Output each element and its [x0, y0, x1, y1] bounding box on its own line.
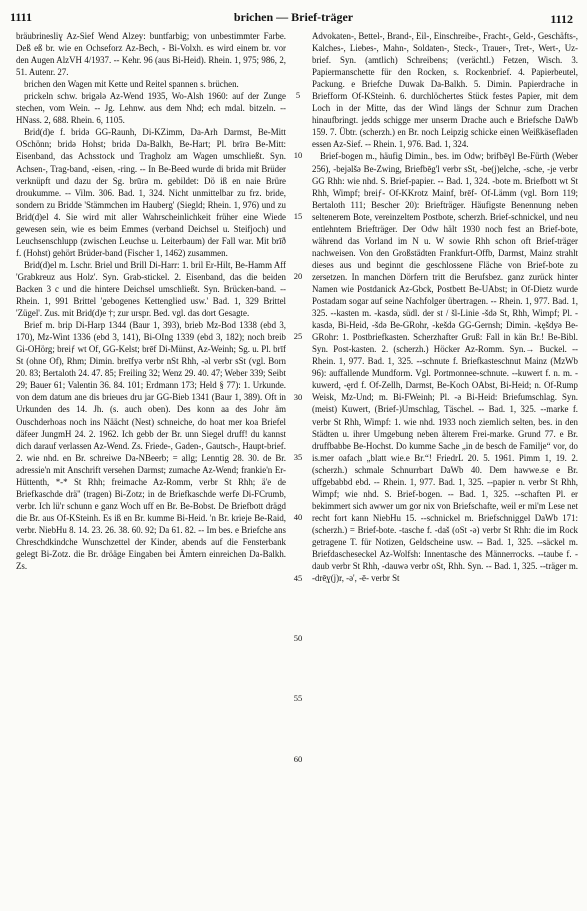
line-number: 55: [293, 693, 303, 703]
entry-brief: Brief m. brip Di-Harp 1344 (Baur 1, 393), brieb Mz-Bod 1338 (ebd 3, 170), Mz-Wint 1336 (ebd 3, 141), Bi-OIng 1339 (ebd 3, 182); noch breib Gi-OHörg; breiƒ wt Of, GG-Kelst; brēf Di-Münst, Az-Weinh; Sg. u. Pl. brīf St (ohne Of), Rhm; Dimin. breīfyə verbr nSt Rhh, -əl verbr sSt (vgl. Born 20. 83; Bertaloth 24. 47. 85; Freiling 32; Wenz 29. 40. 47; Weber 339; Seibt 29; Bauer 61; Valentin 36. 84. 101; Erdmann 173; Held § 77): 1. Urkunde. von dem datum ane dis brieues dru jar GG-Bieb 1341 (Baur 1, 389). Oft in Urkunden des 14. Jh. (s. auch oben). Des konn aa des Johr äm Ouschderhoas noch ins Näächt (Nest) schneiche, do hoat mer koa Briefel däfeer JungmH 24. 2. 1962. Ich gebb der Br. unn Siegel druff! du kannst dich darauf verlassen Az-Wend. Zs. Friede-, Gaden-, Gautsch-, Haupt-brief. 2. wie nhd. en Br. schreiwe Da-NBeerb; = allg; Lenntig 28. 30. de Br. adressie'n mit Anschrift versehen Darmst; zumache Az-Wend; frankie'n Er-Hüttenth, *-* St Rhh; freimache Az-Romm, verbr St Rhh; ä'e de Briefkaschde drä'' (tragen) Bi-Zotz; in de Briefkaschde werfe Di-FCrumb, verbr. Ich lü'r schunn e ganz Woch uff en Br. Be-Bobst. De Briefbott drägd die Br. aus Of-KSteinh. Es iß en Br. kumme Bi-Heid. 'n Br. krieje Be-Raid, verbr. NiebHu 8. 14. 23. 26. 38. 60. 92; Da 61. 82. -- Im bes. e Briefche ans Chreschdkindche Wunschzettel der Kinder, abends auf die Fensterbank gelegt Bi-Zotz. die Br. dröäge Eingaben bei Ämtern einreichen Da-Balkh. Zs.: [16, 320, 286, 572]
line-number: 20: [293, 271, 303, 281]
line-number: 50: [293, 633, 303, 643]
line-number: 45: [293, 573, 303, 583]
line-number: 60: [293, 754, 303, 764]
line-number: 40: [293, 512, 303, 522]
left-column: [16, 30, 286, 905]
entry-braubrinesli: bräubrinesliɣ Az-Sief Wend Alzey: buntfarbig; von unbestimmter Farbe. Deß eß br. wie en Ochseforz Az-Bech, - Bi-Volxh. es wird einem br. vor den Augen AlzVH 4/1937. -- Kehr. 96 (aus Bi-Heid). Rhein. 1, 975; 986, 2, 51. Autenr. 27.: [16, 31, 286, 78]
line-number: 35: [293, 452, 303, 462]
entry-bridde: Brid(d)e f. bridə GG-Raunh, Di-KZimm, Da-Arh Darmst, Be-Mitt OSchönn; bridə Hohst; bridə Da-Balkh, Be-Hart; Pl. brīrə Be-Mitt: Eisenband, das Achsstock und Tragholz am Wagen umschließt. Syn. Achsen-, Trag-band, -eisen, -ring. -- In Be-Beed wurde di bridə mit Brüder verknüpft und dazu der Sg. brūrə m. gebildet: Dö iß en naie Brüre droukumme. -- Vilm. 306. Bad. 1, 324. Nicht unmittelbar zu frz. bride, sondern zu Bridde 'Stämmchen im Hauberg' (Siegld; Rhein. 1, 976) und zu Brid(d)el 4. Sie wird mit aller Wahrscheinlichkeit früher eine Wiede gewesen sein, wie es beim Emmes (verband Deichsel u. Steifjoch) und Leuchsenschlupp (zwischen Leuchse u. Leiterbaum) der Fall war. Mit brīð f. (Hohst) gehört Brüder-band (Fischer 1, 1462) zusammen.: [16, 127, 286, 258]
running-head: brichen — Brief-träger: [233, 10, 354, 24]
page-number-left: 1111: [10, 10, 33, 24]
page-number-right: 1112: [550, 12, 573, 26]
entry-brief-continued: Advokaten-, Bettel-, Brand-, Eil-, Einschreibe-, Fracht-, Geld-, Geschäfts-, Kalches-, Liebes-, Mahn-, Soldaten-, Steck-, Trauer-, Tret-, Wert-, Uz-brief. Syn. (amtlich) Schreibens; (verächtl.) Fetzen, Wisch. 3. Papiermanschette für den Rocken, s. Rockenbrief. 4. Papierbeutel, Packung. e Briefche Duwak Da-Balkh. 5. Dimin. Papierdrache in Briefform Of-KSteinh. 6. durchlöchertes Stück festes Papier, mit dem Loch in der Mitte, das der Wind längs der Schnur zum Drachen hinaufbringt. jedds schigge mer unserm Drache auch e Briefsche DaWb 159. 7. Übtr. (scherzh.) en Br. noch Leipzig schicke einen Weißkäsefladen essen Az-Sief. -- Rhein. 1, 976. Bad. 1, 324.: [312, 31, 578, 150]
line-number: 25: [293, 331, 303, 341]
line-number: 15: [293, 211, 303, 221]
right-column: [312, 30, 578, 905]
line-number: 5: [295, 90, 301, 100]
line-number: 10: [293, 150, 303, 160]
entry-prickeln: prickeln schw. brigələ Az-Wend 1935, Wo-Alsh 1960: auf der Zunge stechen, vom Wein. -- Jg. Lehnw. aus dem Nhd; ech mdal. bitzeln. -- HNass. 2, 688. Rhein. 6, 1105.: [16, 91, 286, 126]
line-number: 30: [293, 392, 303, 402]
entry-brichen: brichen den Wagen mit Kette und Reitel spannen s. brüchen.: [24, 79, 239, 90]
entry-briddel: Brid(d)el m. Lschr. Briel und Brill Di-Harr: 1. bril Er-Hilt, Be-Hamm Aff 'Grabkreuz aus Holz'. Syn. Grab-stickel. 2. Eisenband, das die beiden Backen 3 c und die hintere Deichsel umschließt. Syn. Brücken-band. -- Rhein. 1, 991 Brittel 'gebogenes Kettenglied usw.' Bad. 1, 329 Brittel 'Zügel'. Zus. mit Brid(d)e †; zur urspr. Bed. vgl. das dort Gesagte.: [16, 259, 286, 319]
entry-brief-bogen: Brief-bogen m., häufig Dimin., bes. im Odw; brifbēɣl Be-Fürth (Weber 256), -bejəlšə Be-Zwing, Briefbēg'l verbr sSt, -be(j)elche, -sche, -je verbr GG Rhh: wie nhd. S. Brief-papier. -- Bad. 1, 324. -bote m. Briefbott wt St Rhh, Wimpf; breiƒ- Of-KKrotz Mainf, brēf- Of-Lämm (vgl. Born 119; Bertaloth 111; Bescher 20): Briefträger. Häufigste Benennung neben seltenerem Bote, vereinzeltem Postbote, scherzh. Brief-schnickel, und neu entlehntem Briefträger. Der Odw hält 1930 noch fest an Brief-bote, während das Vorland im N u. W sowie Rhh schon oft Brief-träger nachweisen. Von den Großstädten Frankfurt-Offb, Darmst, Mainz strahlt dieses aus und beginnt die geschlossene Fläche von Brief-bote zu zersetzen. In manchen Dörfern tritt die Berufsbez. ganz zurück hinter Namen wie Postdanick Az-Gbck, Postbett Be-UAbst; in Of-Dietz wurde Postadam sogar auf seine Nachfolger übertragen. -- Rhein. 1, 977. Bad. 1, 325. --kasten m. -kasdə, südl. der st / šl-Linie -šdə St, Rhh, Wimpf; Pl. -kasdə, Bi-Heid, -šdə Be-GRohr, -kešdə GG-Gernsh; Dimin. -kęšdyə Be-GRohr: 1. Postbriefkasten. Scherzhafter Gruß: Fall in kän Br.! Be-Bibl. Syn. Post-kasten. 2. (scherzh.) Höcker Az-Romm. Syn.→ Buckel. -- Rhein. 1, 977. Bad. 1, 325. --schnute f. Briefkasteschnut Mainz (MzWb 96): auffallende Mundform. Vgl. Portmonnee-schnute. --kuwert f. n. m. -kuwerd, -ęrd f. Of-Zellh, Darmst, Be-Koch OAbst, Bi-Heid; n. Of-Rump Weisk, Mz-Und; m. Bi-FWeinh; Pl. -ə Bi-Heid: Briefumschlag. Syn. (meist) Kuwert, (Brief-)Umschlag, Täschel. -- Bad. 1, 325. --marke f. verbr St Rhh, Wimpf: 1. wie nhd. 1933 noch ziemlich selten, bes. in den Städten u. ihrer Umgebung neben älterem Frei-marke. Grund 77. e Br. druffbabbe Be-Hochst. Do kumme Sache „in de besch de Familje“ vor, do is.mer oafach „blatt wie.e Br.“! FriedrL 20. 5. 1961. Pimm 1, 19. 2. (scherzh.) schmale Schnurrbart DaWb 40. Dem hawwe.se e Br. uffgebabbd ebd. -- Rhein. 1, 977. Bad. 1, 325. --papier n. verbr St Rhh, Wimpf; wie nhd. S. Brief-bogen. -- Bad. 1, 325. --schaften Pl. er bekimmert sich awwer um gor nix von Briefschafte, weil er mi'm Lese net recht fort kann NiebHu 15. --schnickel m. Briefschniggel DaWb 171: (scherzh.) = Brief-bote. -tasche f. -daš (oSt -ə) verbr St Rhh: die im Rock getragene T. für Notizen, Geldscheine usw. -- Bad. 1, 325. --säckel m. Briefdascheseckel Az-Wolfsh: Innentasche des Männerrocks. --taube f. -daub verbr St Rhh, -dauwə verbr oSt, Rhh. Syn. -- Bad. 1, 325. --träger m. -drē̜ɣ(j)r, -ə', -ē- verbr St: [312, 151, 578, 584]
running-header: [10, 8, 577, 28]
